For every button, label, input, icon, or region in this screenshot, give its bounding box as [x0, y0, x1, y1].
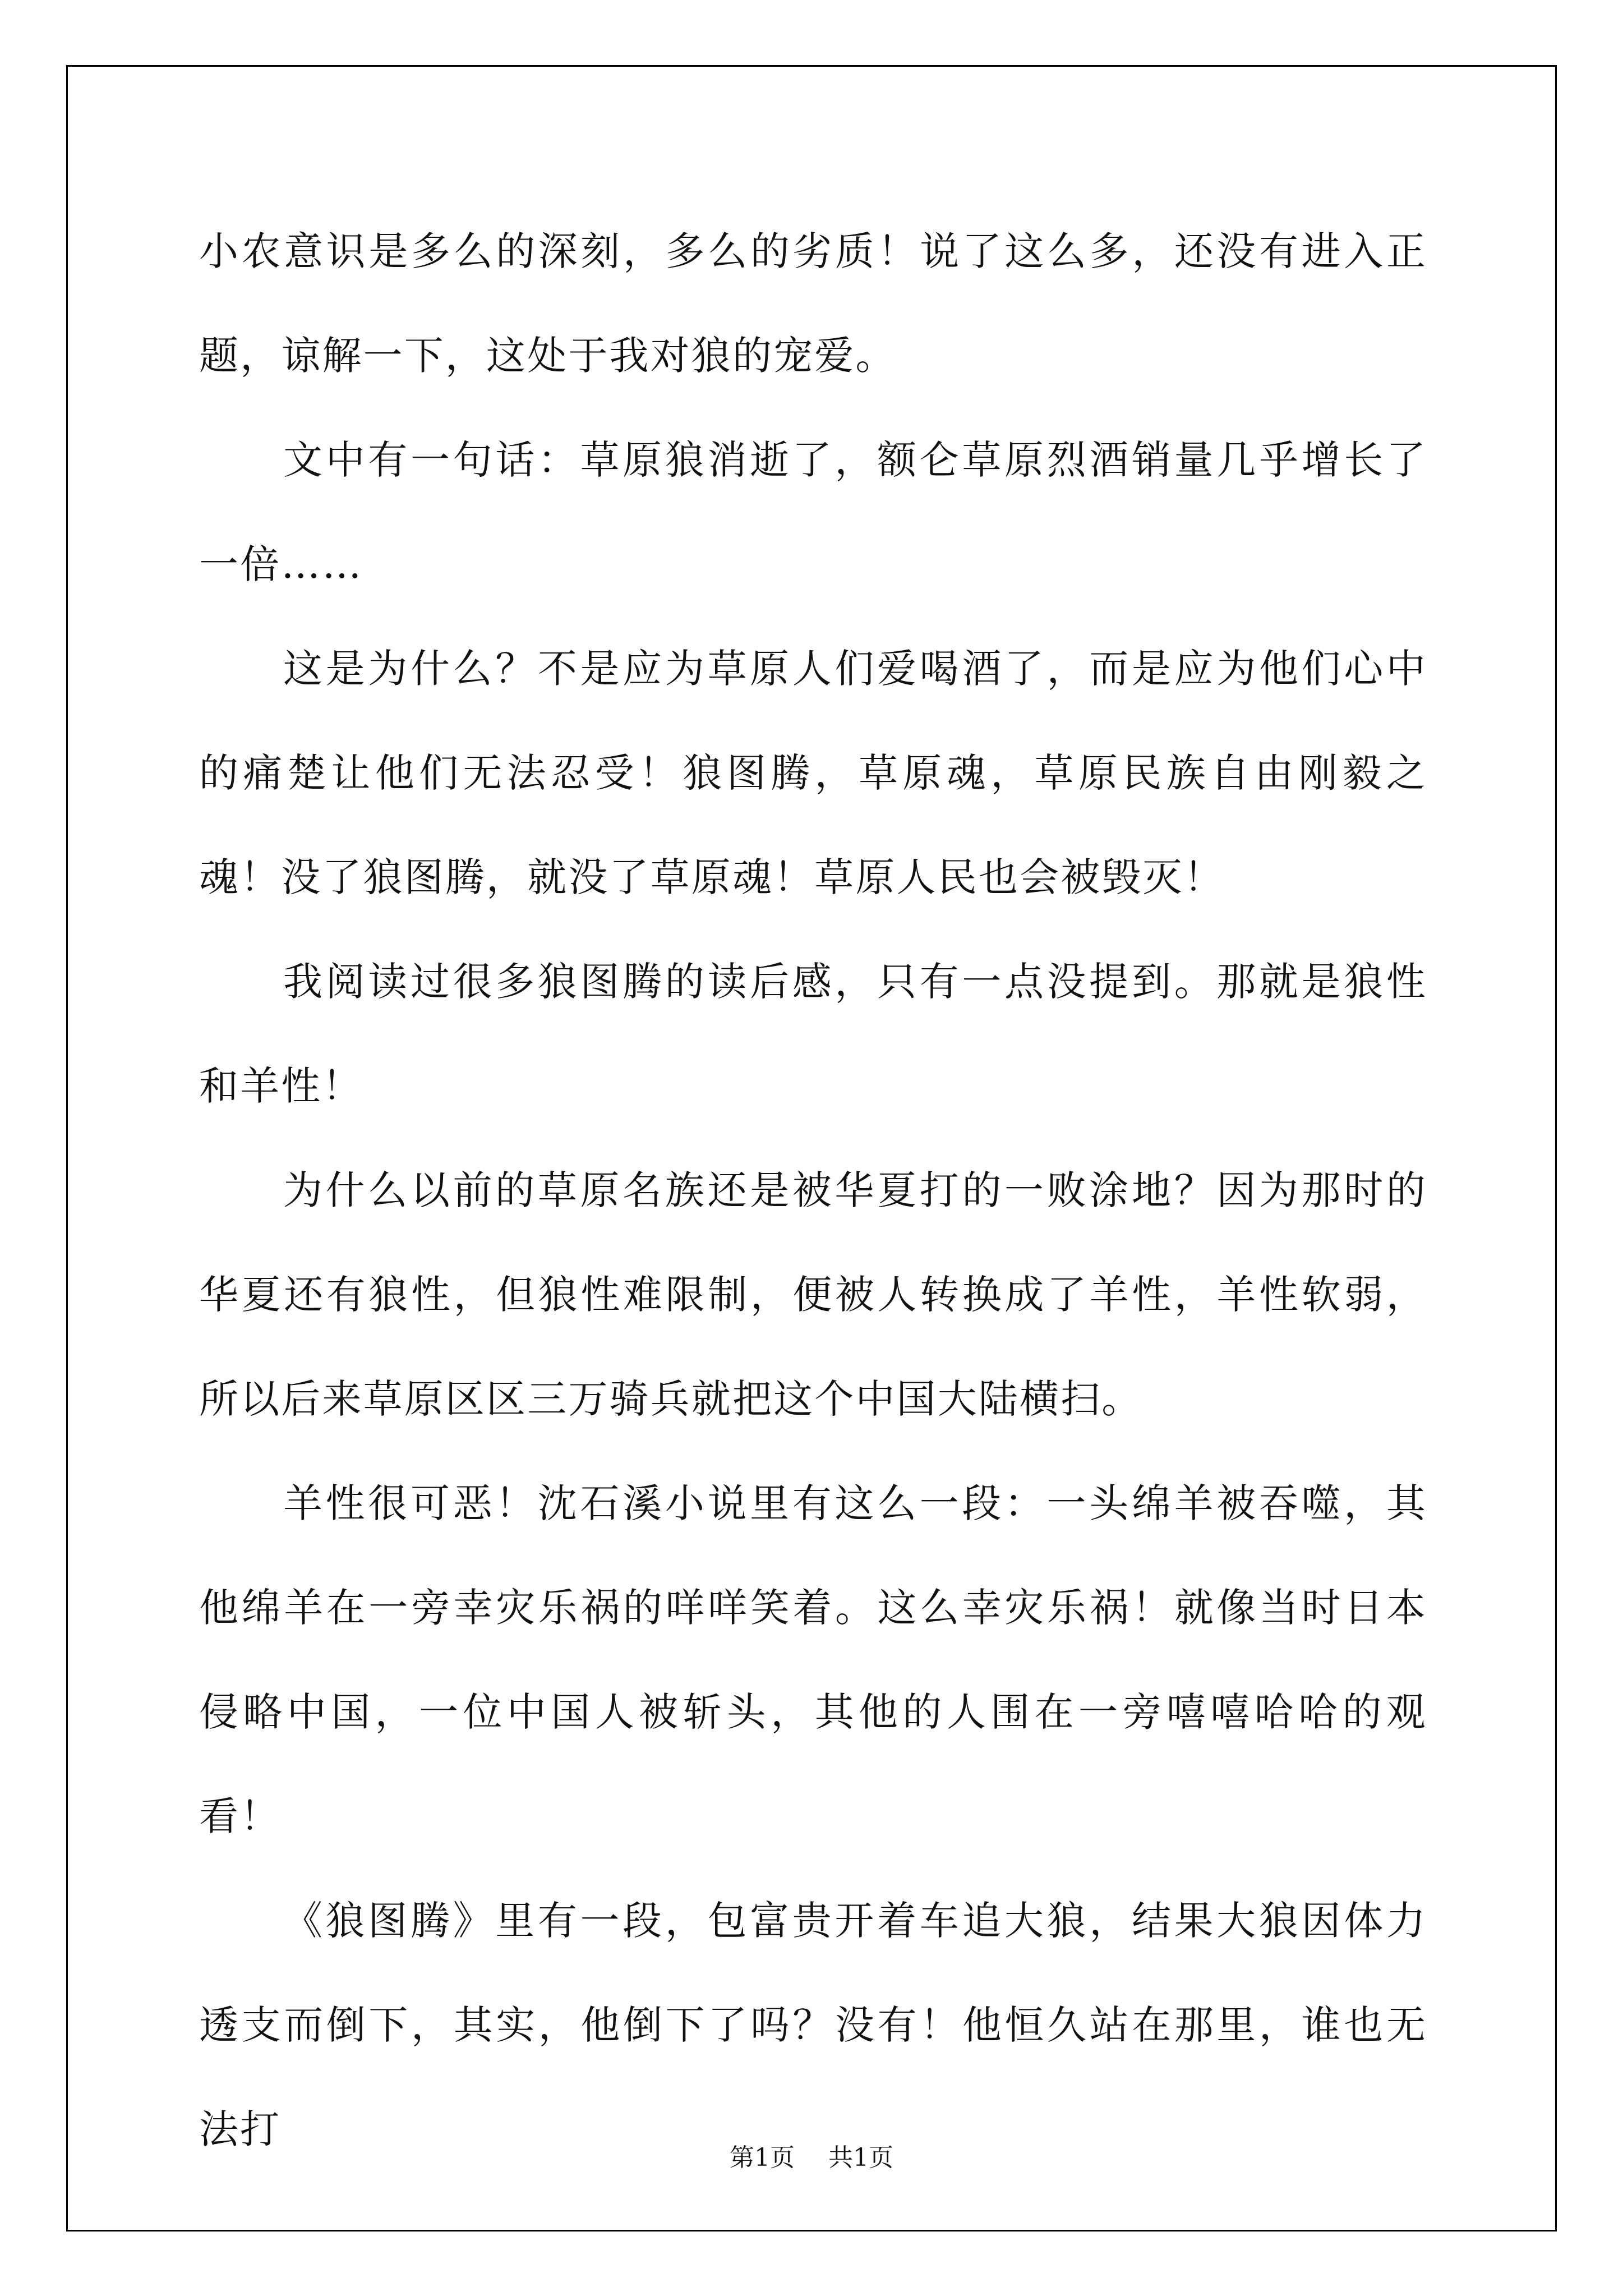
paragraph-5: 为什么以前的草原名族还是被华夏打的一败涂地？因为那时的华夏还有狼性，但狼性难限制，便被人转换成了羊性，羊性软弱，所以后来草原区区三万骑兵就把这个中国大陆横扫。	[199, 1167, 1427, 1422]
page-footer	[0, 2137, 1623, 2173]
paragraph-1: 小农意识是多么的深刻，多么的劣质！说了这么多，还没有进入正题，谅解一下，这处于我对狼的宠爱。	[199, 228, 1427, 379]
page-number: 第1页	[730, 2143, 795, 2172]
paragraph-7: 《狼图腾》里有一段，包富贵开着车追大狼，结果大狼因体力透支而倒下，其实，他倒下了吗？没有！他恒久站在那里，谁也无法打	[199, 1898, 1427, 2152]
paragraph-2: 文中有一句话：草原狼消逝了，额仑草原烈酒销量几乎增长了一倍……	[199, 437, 1427, 587]
paragraph-3: 这是为什么？不是应为草原人们爱喝酒了，而是应为他们心中的痛楚让他们无法忍受！狼图腾，草原魂，草原民族自由刚毅之魂！没了狼图腾，就没了草原魂！草原人民也会被毁灭！	[199, 646, 1427, 900]
paragraph-6: 羊性很可恶！沈石溪小说里有这么一段：一头绵羊被吞噬，其他绵羊在一旁幸灾乐祸的咩咩笑着。这么幸灾乐祸！就像当时日本侵略中国，一位中国人被斩头，其他的人围在一旁嘻嘻哈哈的观看！	[199, 1480, 1427, 1839]
page-total: 共1页	[828, 2143, 893, 2172]
document-body	[199, 199, 1427, 2182]
paragraph-4: 我阅读过很多狼图腾的读后感，只有一点没提到。那就是狼性和羊性！	[199, 959, 1427, 1109]
